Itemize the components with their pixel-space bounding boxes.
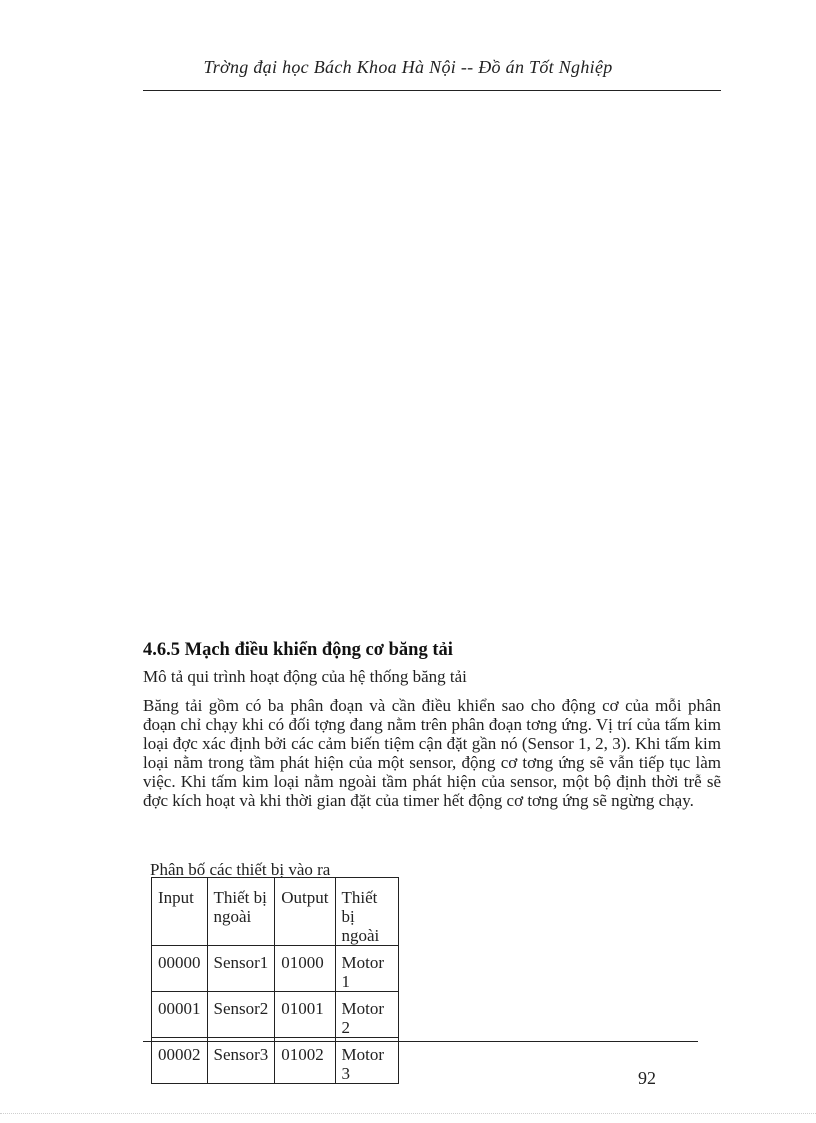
table-cell: Motor 1 bbox=[335, 946, 398, 992]
table-cell: Sensor1 bbox=[207, 946, 275, 992]
table-header-row bbox=[152, 878, 399, 946]
table-cell: Motor 2 bbox=[335, 992, 398, 1038]
page-header-title: Trờng đại học Bách Khoa Hà Nội -- Đồ án Tốt Nghiệp bbox=[203, 57, 613, 77]
table-cell: 01001 bbox=[275, 992, 335, 1038]
table-cell: 00001 bbox=[152, 992, 208, 1038]
section-heading: 4.6.5 Mạch điều khiển động cơ băng tải bbox=[143, 640, 453, 660]
table-cell: Motor 3 bbox=[335, 1038, 398, 1084]
table-cell: Sensor3 bbox=[207, 1038, 275, 1084]
header-cell-device-out: Thiết bị ngoài bbox=[335, 878, 398, 946]
table-cell: 00002 bbox=[152, 1038, 208, 1084]
table-caption: Phân bố các thiết bị vào ra bbox=[150, 860, 331, 879]
table-row bbox=[152, 1038, 399, 1084]
table-cell: Sensor2 bbox=[207, 992, 275, 1038]
page-number: 92 bbox=[638, 1068, 656, 1088]
table-cell: 01000 bbox=[275, 946, 335, 992]
table-row bbox=[152, 992, 399, 1038]
table-cell: 01002 bbox=[275, 1038, 335, 1084]
header-cell-output: Output bbox=[275, 878, 335, 946]
section-subtitle: Mô tả qui trình hoạt động của hệ thống băng tải bbox=[143, 667, 467, 686]
page-bottom-edge bbox=[0, 1113, 816, 1114]
header-cell-input: Input bbox=[152, 878, 208, 946]
table-row bbox=[152, 946, 399, 992]
header-cell-device-in: Thiết bị ngoài bbox=[207, 878, 275, 946]
io-allocation-table bbox=[151, 877, 399, 1084]
table-cell: 00000 bbox=[152, 946, 208, 992]
header-divider bbox=[143, 90, 721, 91]
body-paragraph: Băng tải gồm có ba phân đoạn và cần điều khiển sao cho động cơ của mỗi phân đoạn chỉ chạy khi có đối tợng đang nằm trên phân đoạn tơng ứng. Vị trí của tấm kim loại đợc xác định bởi các cảm biến tiệm cận đặt gần nó (Sensor 1, 2, 3). Khi tấm kim loại nằm trong tầm phát hiện của một sensor, động cơ tơng ứng sẽ vẫn tiếp tục làm việc. Khi tấm kim loại nằm ngoài tầm phát hiện của sensor, một bộ định thời trễ sẽ đợc kích hoạt và khi thời gian đặt của timer hết động cơ tơng ứng sẽ ngừng chạy. bbox=[143, 696, 721, 810]
footer-divider bbox=[143, 1041, 698, 1042]
